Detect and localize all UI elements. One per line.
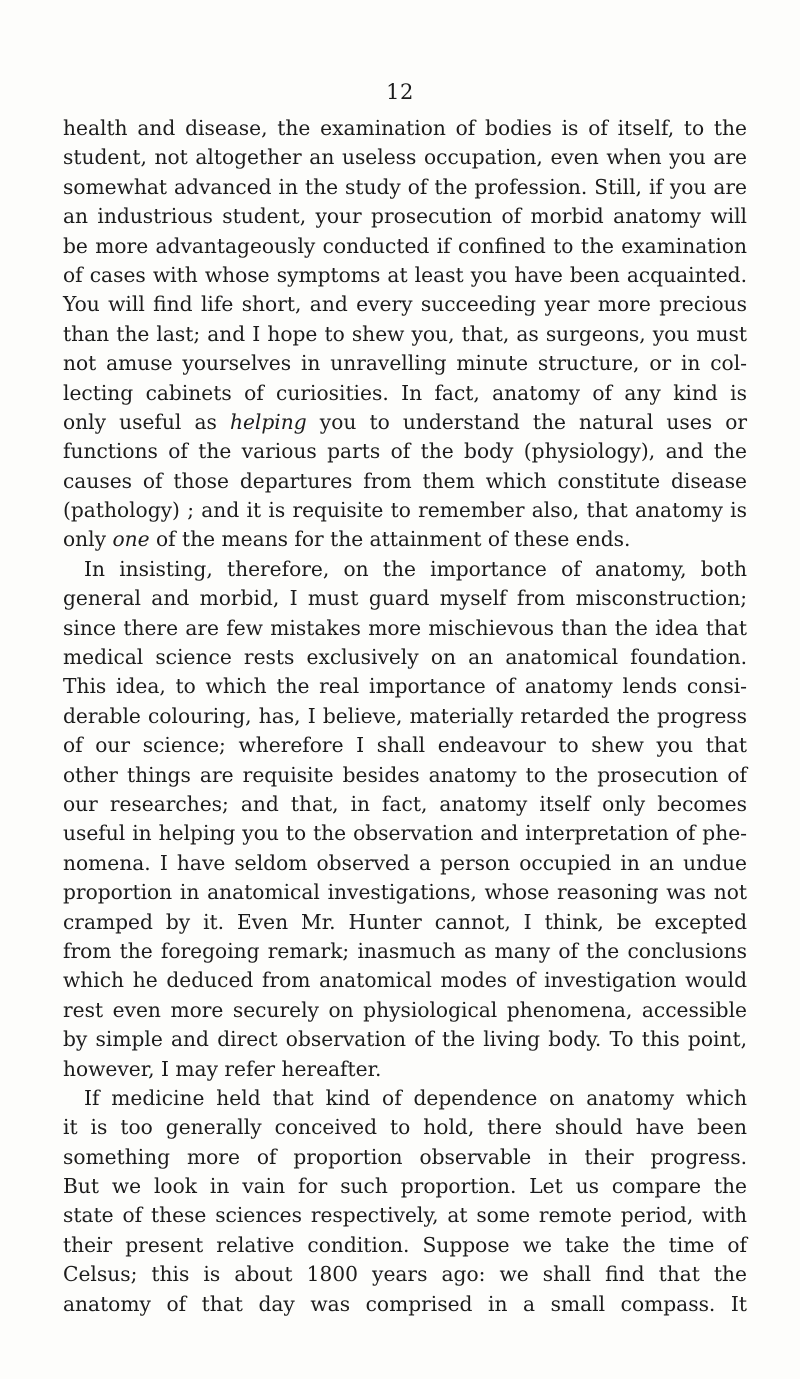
text-segment: only useful as [63,409,230,434]
text-line: of our science; wherefore I shall endeavour to shew you that [63,733,747,758]
text-line: cramped by it. Even Mr. Hunter cannot, I think, be excepted [63,909,747,934]
text-line: than the last; and I hope to shew you, that, as surgeons, you must [63,321,747,346]
text-line: state of these sciences respectively, at some remote period, with [63,1203,747,1228]
text-line: from the foregoing remark; inasmuch as many of the conclusions [63,938,747,963]
italic-word: one [112,527,150,552]
text-line: In insisting, therefore, on the importance of anatomy, both [84,556,747,581]
text-segment: you to understand the natural uses or [306,409,748,434]
text-line: our researches; and that, in fact, anatomy itself only becomes [63,791,747,816]
text-line: But we look in vain for such proportion. Let us compare the [63,1174,747,1199]
text-line: derable colouring, has, I believe, materially retarded the progress [63,703,747,728]
body-text [63,114,747,1319]
text-line: be more advantageously conducted if confined to the examination [63,233,747,258]
text-line: You will find life short, and every succeeding year more precious [63,292,747,317]
text-line: If medicine held that kind of dependence on anatomy which [84,1085,747,1110]
text-line: student, not altogether an useless occupation, even when you are [63,145,747,170]
text-line: somewhat advanced in the study of the profession. Still, if you are [63,174,747,199]
italic-word: helping [229,409,307,434]
text-line [63,525,747,554]
text-line: their present relative condition. Suppose we take the time of [63,1232,747,1257]
text-line: which he deduced from anatomical modes of investigation would [63,968,747,993]
text-line [63,408,747,437]
text-line: not amuse yourselves in unravelling minute structure, or in col- [63,351,747,376]
text-line: proportion in anatomical investigations, whose reasoning was not [63,880,747,905]
text-line: of cases with whose symptoms at least you have been acquainted. [63,262,747,287]
text-line: general and morbid, I must guard myself from misconstruction; [63,586,747,611]
text-line: it is too generally conceived to hold, there should have been [63,1115,747,1140]
text-line: useful in helping you to the observation and interpretation of phe- [63,821,747,846]
text-line: nomena. I have seldom observed a person occupied in an undue [63,850,747,875]
text-line: This idea, to which the real importance of anatomy lends consi- [63,674,747,699]
text-segment: of the means for the attainment of these ends. [149,527,631,552]
text-line: causes of those departures from them which constitute disease [63,468,747,493]
text-line: by simple and direct observation of the living body. To this point, [63,1027,747,1052]
text-line: other things are requisite besides anatomy to the prosecution of [63,762,747,787]
text-line: functions of the various parts of the body (physiology), and the [63,439,747,464]
page-number: 12 [386,80,414,104]
text-line: lecting cabinets of curiosities. In fact, anatomy of any kind is [63,380,747,405]
text-line: medical science rests exclusively on an anatomical foundation. [63,645,747,670]
text-line: however, I may refer hereafter. [63,1056,382,1081]
text-line: health and disease, the examination of bodies is of itself, to the [63,116,747,140]
text-line: anatomy of that day was comprised in a small compass. It [63,1291,747,1316]
text-line: something more of proportion observable in their progress. [63,1144,747,1169]
text-segment: only [63,527,113,552]
text-line: rest even more securely on physiological phenomena, accessible [63,997,747,1022]
text-line: (pathology) ; and it is requisite to remember also, that anatomy is [63,498,747,523]
text-line: Celsus; this is about 1800 years ago: we shall find that the [63,1262,747,1287]
text-line: an industrious student, your prosecution of morbid anatomy will [63,204,747,229]
text-line: since there are few mistakes more mischievous than the idea that [63,615,747,640]
